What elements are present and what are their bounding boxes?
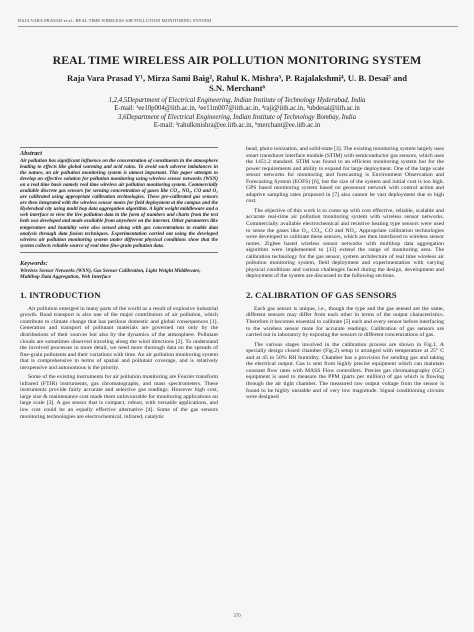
affiliation-iitb: 3,6Department of Electrical Engineering, Indian Institute of Technology Bombay, India	[118, 113, 356, 121]
left-column	[20, 147, 218, 423]
calibration-paragraph-2: The various stages involved in the calibration process are shown in Fig.1. A specially design closed chamber (Fig.2) setup is arranged with temperature at 25° C and at 45 to 50% RH humidity. Chamber has a provision for sending gas and taking the electrical output. Gas is sent from highly precise equipment which can maintain constant flow rates with MASS Flow controllers. Precise gas chromatography (GC) equipment is used to measure the PPM (parts per million) of gas which is flowing through the air tight chamber. The measured raw output voltage from the sensor is found to be highly unstable and of very low magnitude. Signal conditioning circuits were designed	[246, 341, 444, 401]
running-head: RAJA VARA PRASAD et al.: REAL TIME WIRELESS AIR POLLUTION MONITORING SYSTEM	[18, 18, 458, 27]
authors-line-1: Raja Vara Prasad Y¹, Mirza Sami Baig², Rahul K. Mishra³, P. Rajalakshmi⁴, U. B. Desai⁵ and	[66, 73, 408, 83]
abstract-box	[20, 147, 218, 253]
right-column	[246, 146, 444, 404]
calibration-paragraph-1: Each gas sensor is unique, i.e., though the type and the gas sensed are the same, different sensors may differ from each other in terms of the output characteristics. Therefore it becomes essential to calibrate [5] each and every sensor before interfacing to the wireless sensor mote for accurate readings. Calibration of gas sensors are carried out in laboratory by exposing the sensors to different concentrations of gas.	[246, 305, 444, 339]
paper-title: REAL TIME WIRELESS AIR POLLUTION MONITORING SYSTEM	[52, 53, 422, 67]
keywords-heading: Keywords:	[20, 259, 48, 267]
abstract-text: Air pollution has significant influence on the concentration of constituents in the atmosphere leading to effects like global warming and acid rains. To avoid such adverse imbalances in the nature, an air pollution monitoring system is utmost important. This paper attempts to develop an effective solution for pollution monitoring using wireless sensor networks (WSN) on a real time basis namely real time wireless air pollution monitoring system. Commercially available discrete gas sensors for sensing concentration of gases like CO₂, NO₂, CO and O₂ are calibrated using appropriate calibration technologies. These pre-calibrated gas sensors are then integrated with the wireless sensor motes for field deployment at the campus and the Hyderabad city using multi hop data aggregation algorithm. A light weight middleware and a web interface to view the live pollution data in the form of numbers and charts from the test beds was developed and made available from anywhere on the internet. Other parameters like temperature and humidity were also sensed along with gas concentrations to enable data analysis through data fusion techniques. Experimentation carried out using the developed wireless air pollution monitoring system under different physical conditions show that the system collects reliable source of real time fine-grain pollution data.	[20, 158, 218, 249]
right-paragraph-1: bead, photo ionization, and solid-state [3]. The existing monitoring system largely uses smart transducer interface module (STIM) with semiconductor gas sensors, which uses the 1451.2 standard. STIM was found to an efficient monitoring system but for the power requirements and ability to expand for large deployment. One of the large scale sensor networks for monitoring and forecasting is Environment Observation and Forecasting System (EOFS) [6], but the size of the system and initial cost is too high. GPS based monitoring system based on geosensor network with control action and adaptive sampling rates proposed in [7] also cannot be vast deployment due to high cost.	[246, 146, 444, 205]
right-paragraph-2: The objective of this work is to come up with cost effective, reliable, scalable and accurate real-time air pollution monitoring system with wireless sensor networks. Commercially available electrochemical and resistive heating type sensors were used to sense the gases like O₂, CO₂, CO and NO₂. Appropriate calibration technologies were developed to calibrate these sensors, which are then interfaced to wireless sensor motes. Zigbee based wireless sensor networks with multihop data aggregation algorithm were implemented to [13] extend the range of monitoring area. The calibration technology for the gas sensor, system architecture of real time wireless air pollution monitoring system, field deployment and experimentation with varying physical conditions and various challenges faced during the design, development and deployment of the system are discussed in the following sections.	[246, 207, 444, 280]
section-title-calibration: 2. CALIBRATION OF GAS SENSORS	[246, 289, 397, 300]
authors-line-2: S.N. Merchant⁶	[208, 83, 266, 94]
section-title-introduction: 1. INTRODUCTION	[20, 289, 101, 300]
affiliations	[70, 97, 404, 131]
intro-paragraph-1: Air pollution emerged in many parts of the world as a result of explosive industrial growth. Road transport is also one of the major contributors of air pollution, which contribute to climate change that has perilous domestic and global consequences [1]. Generation and transport of pollutant materials are governed not only by the distributions of their sources but also by the dynamics of the atmosphere. Pollutant clouds are sometimes observed traveling along the wind directions [2]. To understand the involved processes in more detail, we need more thorough data on the spreads of fine-grain pollutants and their variations with time. An air pollution monitoring system that is comprehensive in terms of spatial and pollutant coverage, and is relatively inexpensive and autonomous is the priority.	[20, 305, 218, 371]
emails-iith: E-mail: ¹ee10p004@iith.ac.in, ²ee11m007@iith.ac.in, ⁴raji@iith.ac.in, ⁵ubdesai@iith.ac.in	[114, 105, 360, 113]
page-number: 370	[233, 614, 241, 619]
keywords-text: Wireless Sensor Networks (WSN), Gas Sensor Calibration, Light Weight Middleware, Multihop Data Aggregation, Web Interface	[20, 267, 201, 280]
intro-paragraph-2: Some of the existing instruments for air pollution monitoring are Fourier transform infrared (FTIR) instruments, gas chromatographs, and mass spectrometers. These instruments provide fairly accurate and selective gas readings. However high cost, large size & maintenance cost made them unfavourable for monitoring applications on large scale [3]. A gas sensor that is compact, robust, with versatile applications, and low cost could be an equally effective alternative [4]. Some of the gas sensors monitoring technologies are electrochemical, infrared, catalytic	[20, 374, 218, 420]
affiliation-iith: 1,2,4,5Department of Electrical Engineering, Indian Institute of Technology Hyderabad, India	[108, 97, 366, 104]
emails-iitb: E-mail: ³rahulkmishra@ee.iitb.ac.in, ⁶merchant@ee.iitb.ac.in	[153, 122, 321, 130]
abstract-heading: Abstract	[20, 150, 43, 157]
author-list	[40, 73, 434, 94]
